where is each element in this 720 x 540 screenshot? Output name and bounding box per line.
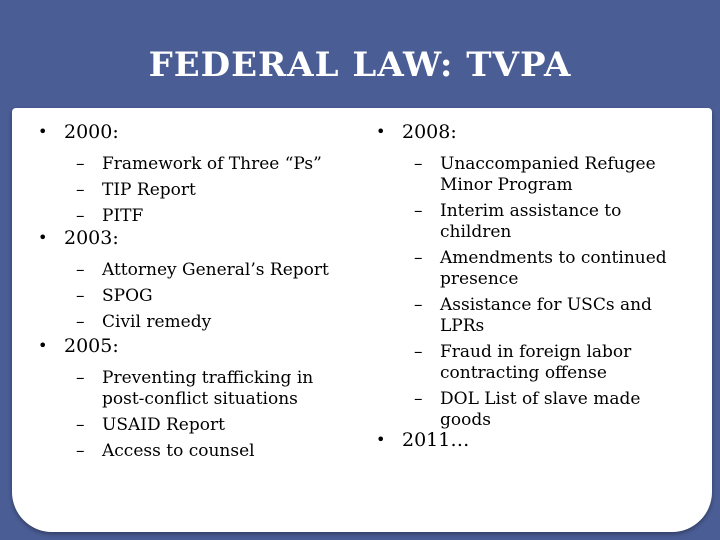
sub-item: – Preventing trafficking in post-conflict situations <box>76 368 314 409</box>
sub-item: – PITF <box>76 206 144 226</box>
sub-item: – Attorney General’s Report <box>76 260 329 280</box>
bullet-marker: • <box>376 122 386 141</box>
sub-item: – Civil remedy <box>76 312 212 332</box>
bullet-heading <box>36 226 356 250</box>
sub-item: – Assistance for USCs and LPRs <box>414 295 652 336</box>
sub-item: – Interim assistance to children <box>414 201 622 242</box>
bullet-heading <box>36 120 356 144</box>
heading-text: 2011… <box>402 429 470 451</box>
heading-text: 2000: <box>64 121 119 143</box>
sub-item: – SPOG <box>76 286 153 306</box>
heading-text: 2003: <box>64 227 119 249</box>
section-2011 <box>374 428 692 452</box>
sub-item: – Access to counsel <box>76 441 255 461</box>
heading-text: 2005: <box>64 335 119 357</box>
bullet-heading <box>36 334 356 358</box>
sub-list <box>36 260 356 333</box>
sub-item: – Fraud in foreign labor contracting offense <box>414 342 632 383</box>
sub-item: – USAID Report <box>76 415 225 435</box>
section-2000 <box>36 120 356 232</box>
sub-list <box>374 154 692 431</box>
sub-item: – TIP Report <box>76 180 196 200</box>
sub-list <box>36 154 356 227</box>
sub-list <box>36 368 356 462</box>
bullet-marker: • <box>376 430 386 449</box>
sub-item: – Framework of Three “Ps” <box>76 154 322 174</box>
sub-item: – Amendments to continued presence <box>414 248 667 289</box>
section-2008 <box>374 120 692 436</box>
bullet-marker: • <box>38 336 48 355</box>
heading-text: 2008: <box>402 121 457 143</box>
section-2003 <box>36 226 356 338</box>
bullet-heading <box>374 120 692 144</box>
bullet-marker: • <box>38 228 48 247</box>
sub-item: – DOL List of slave made goods <box>414 389 641 430</box>
section-2005 <box>36 334 356 467</box>
bullet-heading <box>374 428 692 452</box>
bullet-marker: • <box>38 122 48 141</box>
content-panel <box>12 108 712 532</box>
sub-item: – Unaccompanied Refugee Minor Program <box>414 154 656 195</box>
slide-title: FEDERAL LAW: TVPA <box>148 45 572 85</box>
